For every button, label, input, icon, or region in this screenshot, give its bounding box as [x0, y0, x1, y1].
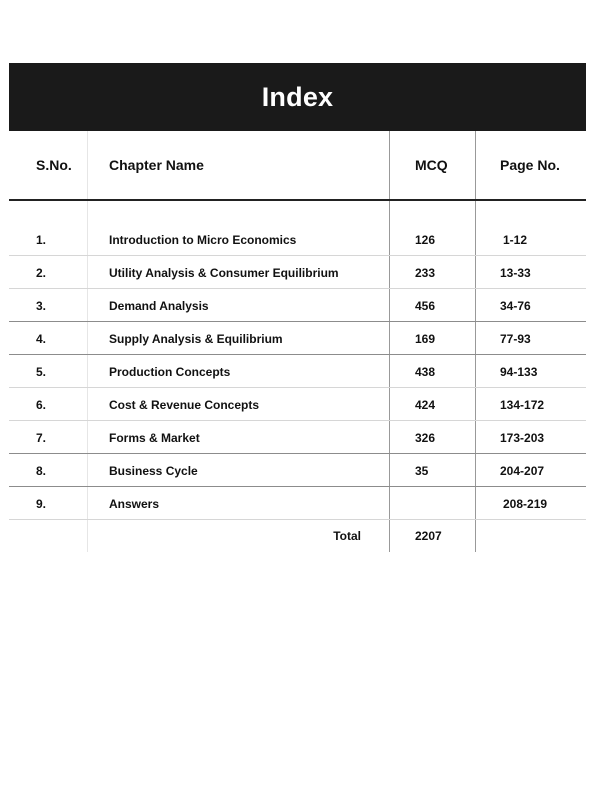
- row-chapter-name: Demand Analysis: [88, 289, 390, 321]
- row-chapter-name: Introduction to Micro Economics: [88, 223, 390, 255]
- row-mcq: 126: [390, 223, 476, 255]
- row-mcq: 438: [390, 355, 476, 387]
- table-header-row: [9, 131, 586, 201]
- row-chapter-name: Production Concepts: [88, 355, 390, 387]
- row-page-no: 173-203: [500, 431, 545, 445]
- row-mcq: 456: [390, 289, 476, 321]
- table-row: [9, 256, 586, 289]
- row-mcq: 326: [390, 421, 476, 453]
- row-chapter-name: Business Cycle: [88, 454, 390, 486]
- table-row: [9, 421, 586, 454]
- title-bar: [9, 63, 586, 131]
- row-sno: 7.: [9, 421, 88, 453]
- row-sno: 9.: [9, 487, 88, 519]
- row-chapter-name: Supply Analysis & Equilibrium: [88, 322, 390, 354]
- table-row: [9, 487, 586, 520]
- row-mcq: 424: [390, 388, 476, 420]
- row-sno: 8.: [9, 454, 88, 486]
- table-row: [9, 454, 586, 487]
- index-table: [9, 131, 586, 552]
- row-page-no: 204-207: [500, 464, 545, 478]
- row-page-no: 134-172: [500, 398, 545, 412]
- row-mcq: 233: [390, 256, 476, 288]
- row-page-no: 34-76: [500, 299, 531, 313]
- header-chapter-name: Chapter Name: [88, 131, 390, 199]
- row-page-no: 77-93: [500, 332, 531, 346]
- row-chapter-name: Answers: [88, 487, 390, 519]
- table-spacer-row: [9, 201, 586, 223]
- header-page-no: Page No.: [500, 157, 560, 173]
- row-sno: 1.: [9, 223, 88, 255]
- row-chapter-name: Utility Analysis & Consumer Equilibrium: [88, 256, 390, 288]
- total-mcq: 2207: [390, 520, 476, 552]
- row-mcq: [390, 487, 476, 519]
- row-sno: 2.: [9, 256, 88, 288]
- header-sno: S.No.: [9, 131, 88, 199]
- row-mcq: 169: [390, 322, 476, 354]
- row-page-no: 1-12: [503, 233, 528, 247]
- table-row: [9, 322, 586, 355]
- row-sno: 6.: [9, 388, 88, 420]
- row-page-no: 13-33: [500, 266, 531, 280]
- row-chapter-name: Cost & Revenue Concepts: [88, 388, 390, 420]
- row-mcq: 35: [390, 454, 476, 486]
- table-row: [9, 388, 586, 421]
- total-label: Total: [88, 520, 390, 552]
- page-title: Index: [261, 81, 334, 112]
- row-sno: 3.: [9, 289, 88, 321]
- table-row: [9, 223, 586, 256]
- header-mcq: MCQ: [390, 131, 476, 199]
- row-sno: 5.: [9, 355, 88, 387]
- table-row: [9, 289, 586, 322]
- table-row: [9, 355, 586, 388]
- row-page-no: 208-219: [503, 497, 548, 511]
- row-chapter-name: Forms & Market: [88, 421, 390, 453]
- row-sno: 4.: [9, 322, 88, 354]
- row-page-no: 94-133: [500, 365, 538, 379]
- table-total-row: [9, 520, 586, 552]
